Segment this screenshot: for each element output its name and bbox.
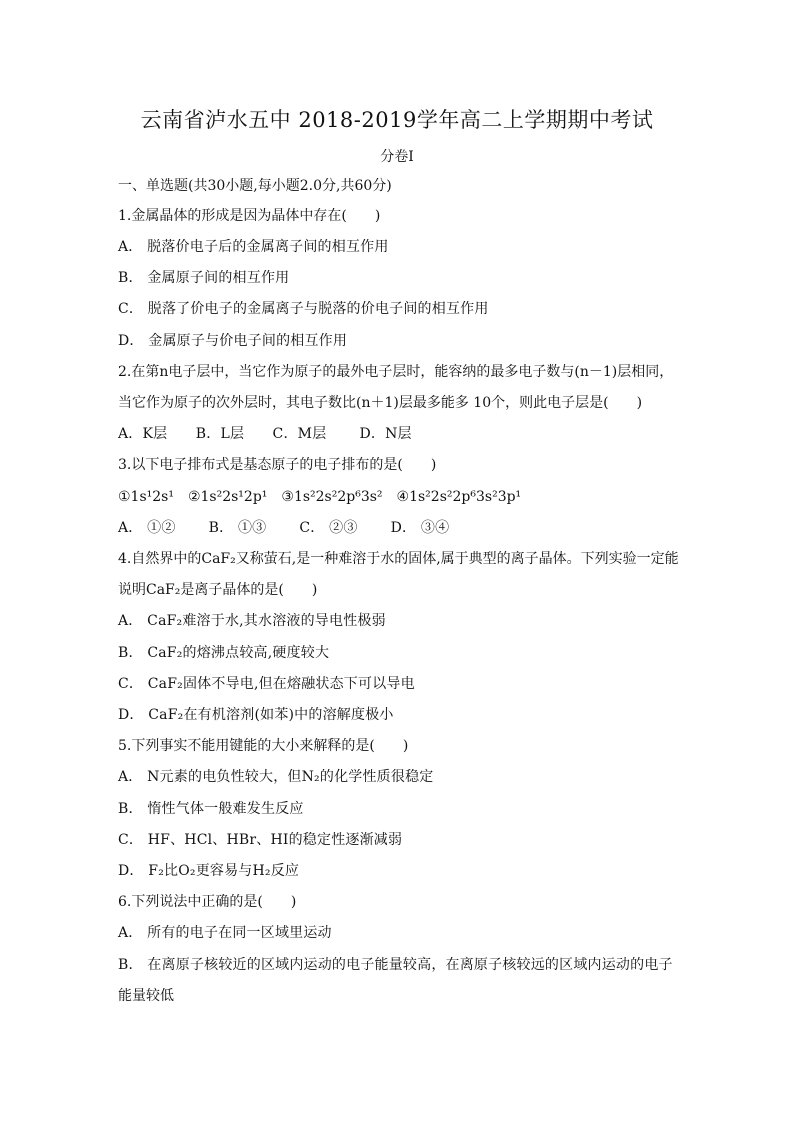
- question-2-stem-line-1: 2.在第n电子层中，当它作为原子的最外电子层时，能容纳的最多电子数与(n－1)层相同，: [118, 364, 674, 380]
- question-2-options: A．K层 B．L层 C．M层 D．N层: [118, 426, 412, 442]
- exam-subtitle: 分卷I: [380, 149, 414, 165]
- question-5-option-b: B． 惰性气体一般难发生反应: [118, 801, 304, 817]
- question-4-option-b: B． CaF₂的熔沸点较高,硬度较大: [118, 645, 330, 661]
- question-4-option-c: C． CaF₂固体不导电,但在熔融状态下可以导电: [118, 676, 415, 692]
- question-5-option-d: D． F₂比O₂更容易与H₂反应: [118, 863, 300, 879]
- question-3-options: A． ①② B． ①③ C． ②③ D． ③④: [118, 520, 450, 536]
- question-1-option-b: B． 金属原子间的相互作用: [118, 270, 290, 286]
- question-3-stem: 3.以下电子排布式是基态原子的电子排布的是( ): [118, 457, 437, 473]
- question-4-stem-line-2: 说明CaF₂是离子晶体的是( ): [118, 582, 318, 598]
- question-6-stem: 6.下列说法中正确的是( ): [118, 894, 297, 910]
- question-5-stem: 5.下列事实不能用键能的大小来解释的是( ): [118, 738, 409, 754]
- section-heading: 一、单选题(共30小题,每小题2.0分,共60分): [118, 178, 392, 194]
- exam-title: 云南省泸水五中 2018-2019学年高二上学期期中考试: [140, 108, 654, 132]
- question-6-option-b-continuation: 能量较低: [118, 988, 174, 1004]
- question-4-stem-line-1: 4.自然界中的CaF₂又称萤石,是一种难溶于水的固体,属于典型的离子晶体。下列实验一定能: [118, 551, 679, 567]
- question-1-option-d: D． 金属原子与价电子间的相互作用: [118, 333, 348, 349]
- question-4-option-a: A． CaF₂难溶于水,其水溶液的导电性极弱: [118, 613, 386, 629]
- question-3-configs: ①1s¹2s¹ ②1s²2s¹2p¹ ③1s²2s²2p⁶3s² ④1s²2s²2p⁶3s²3p¹: [118, 489, 522, 505]
- question-6-option-a: A． 所有的电子在同一区域里运动: [118, 925, 332, 941]
- question-1-stem: 1.金属晶体的形成是因为晶体中存在( ): [118, 208, 381, 224]
- question-6-option-b: B． 在离原子核较近的区域内运动的电子能量较高，在离原子核较远的区域内运动的电子: [118, 957, 673, 973]
- question-5-option-c: C． HF、HCl、HBr、HI的稳定性逐渐减弱: [118, 832, 403, 848]
- question-5-option-a: A． N元素的电负性较大，但N₂的化学性质很稳定: [118, 769, 434, 785]
- question-1-option-a: A． 脱落价电子后的金属离子间的相互作用: [118, 239, 389, 255]
- question-2-stem-line-2: 当它作为原子的次外层时，其电子数比(n＋1)层最多能多 10个，则此电子层是( ): [118, 395, 643, 411]
- question-4-option-d: D． CaF₂在有机溶剂(如苯)中的溶解度极小: [118, 707, 394, 723]
- question-1-option-c: C． 脱落了价电子的金属离子与脱落的价电子间的相互作用: [118, 301, 489, 317]
